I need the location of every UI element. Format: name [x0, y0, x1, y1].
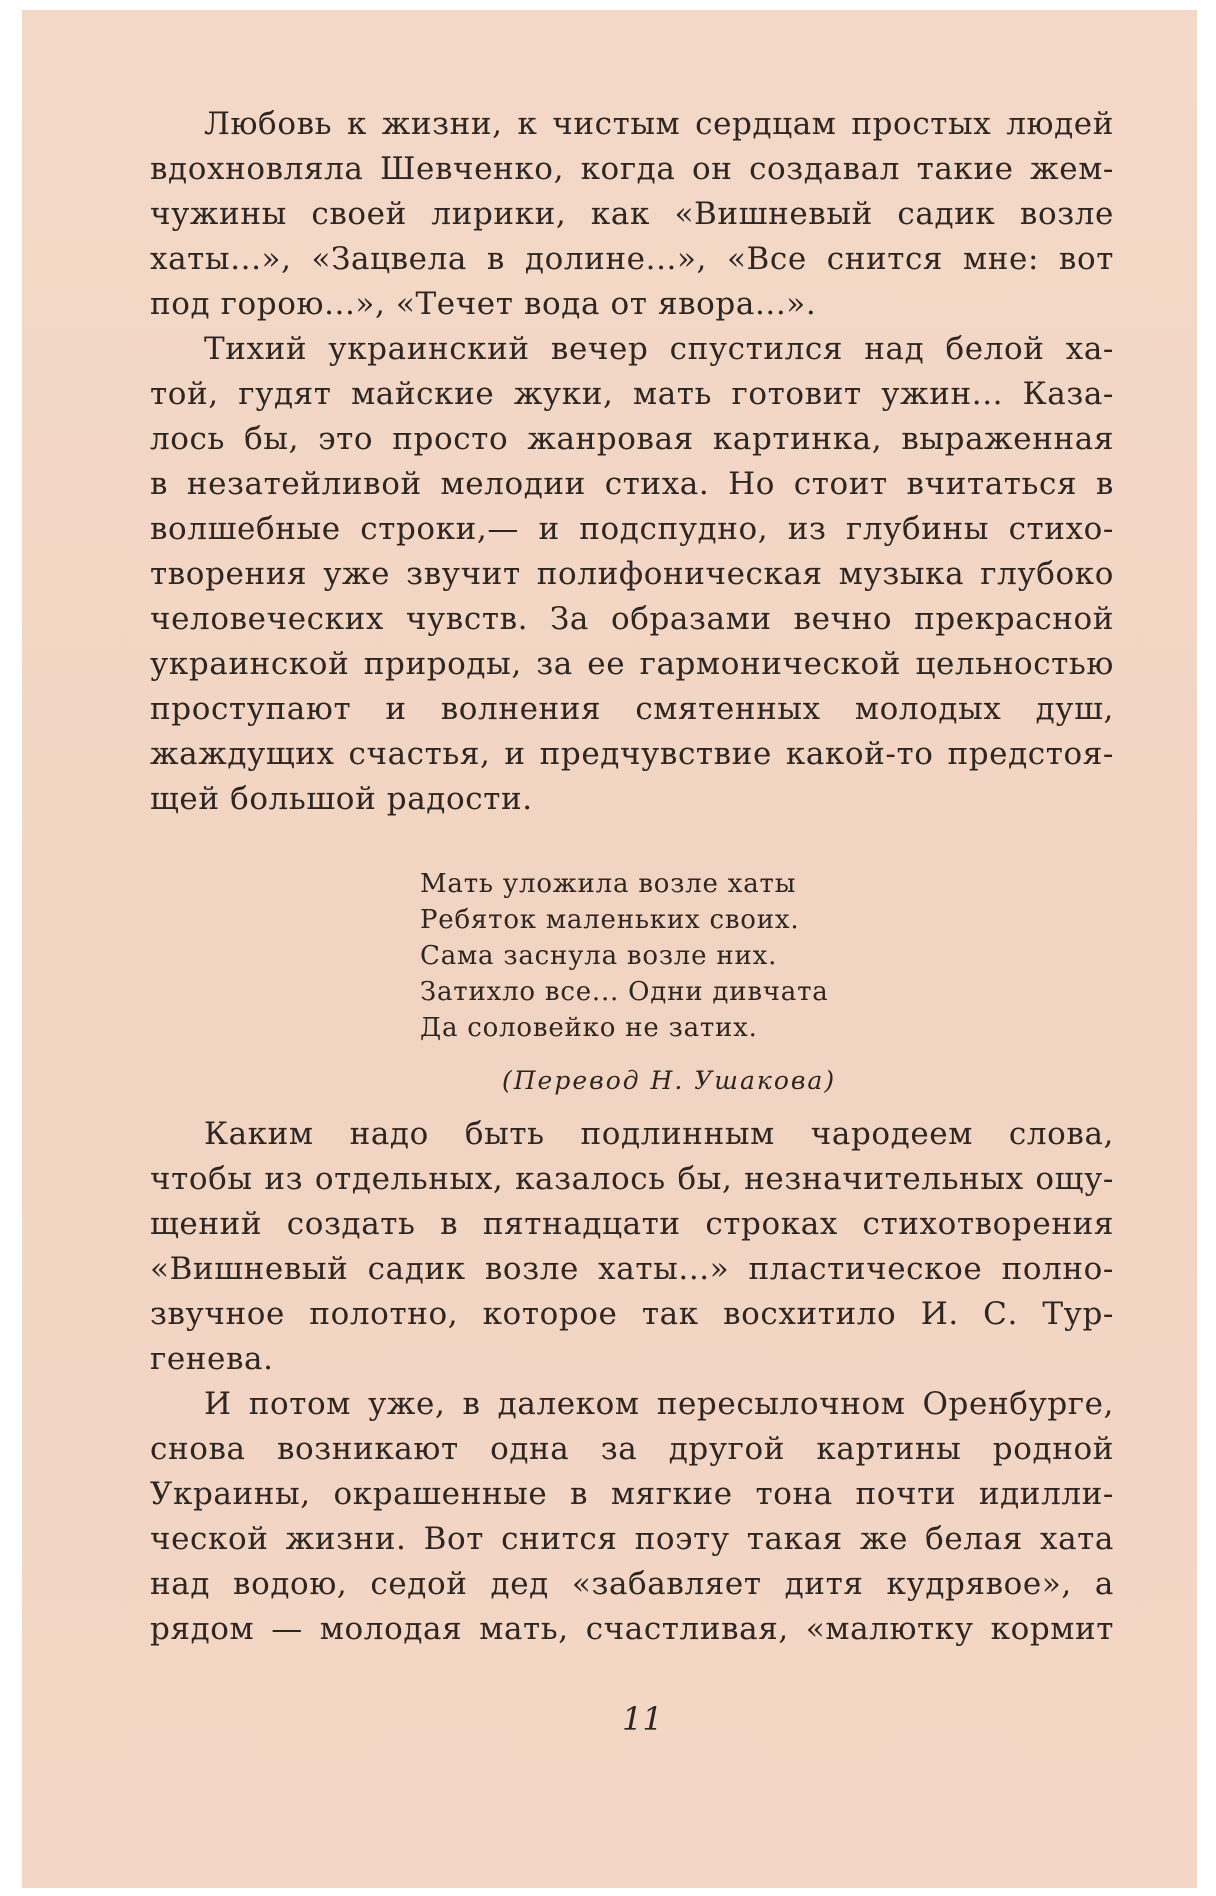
paragraph-line: вдохновляла Шевченко, когда он создавал такие жем-	[150, 151, 1114, 187]
verse-line: Сама заснула возле них.	[420, 941, 778, 971]
paragraph-line: И потом уже, в далеком пересылочном Оренбурге,	[204, 1386, 1114, 1422]
book-page	[22, 10, 1197, 1888]
paragraph-line: чтобы из отдельных, казалось бы, незначительных ощу-	[150, 1161, 1114, 1197]
paragraph-line: чужины своей лирики, как «Вишневый садик возле	[150, 196, 1114, 232]
verse-line: Ребяток маленьких своих.	[420, 905, 800, 935]
paragraph-line: над водою, седой дед «забавляет дитя кудрявое», а	[150, 1566, 1114, 1602]
paragraph-line: творения уже звучит полифоническая музыка глубоко	[150, 556, 1114, 592]
paragraph-line: Любовь к жизни, к чистым сердцам простых людей	[204, 106, 1114, 142]
paragraph-line: «Вишневый садик возле хаты...» пластическое полно-	[150, 1251, 1114, 1287]
paragraph-line: проступают и волнения смятенных молодых душ,	[150, 691, 1114, 727]
prose-block-top	[150, 102, 1114, 822]
paragraph-line: Тихий украинский вечер спустился над белой ха-	[204, 331, 1114, 367]
paragraph-line: снова возникают одна за другой картины родной	[150, 1431, 1114, 1467]
paragraph-line: жаждущих счастья, и предчувствие какой-то предстоя-	[150, 736, 1114, 772]
paragraph-line: звучное полотно, которое так восхитило И. С. Тур-	[150, 1296, 1114, 1332]
paragraph-line: ческой жизни. Вот снится поэту такая же белая хата	[150, 1521, 1114, 1557]
page-number: 11	[622, 1700, 663, 1738]
verse-line: Затихло все... Одни дивчата	[420, 977, 829, 1007]
paragraph-line: той, гудят майские жуки, мать готовит ужин... Каза-	[150, 376, 1114, 412]
paragraph-line: лось бы, это просто жанровая картинка, выраженная	[150, 421, 1114, 457]
prose-block-bottom	[150, 1112, 1114, 1652]
poem-verse	[420, 866, 829, 1046]
paragraph-line: волшебные строки,— и подспудно, из глубины стихо-	[150, 511, 1114, 547]
paragraph-line: Каким надо быть подлинным чародеем слова,	[204, 1116, 1114, 1152]
verse-line: Мать уложила возле хаты	[420, 869, 797, 899]
paragraph-line: генева.	[150, 1341, 274, 1377]
paragraph-line: в незатейливой мелодии стиха. Но стоит вчитаться в	[150, 466, 1114, 502]
paragraph-line: хаты...», «Зацвела в долине...», «Все снится мне: вот	[150, 241, 1114, 277]
paragraph-line: под горою...», «Течет вода от явора...».	[150, 286, 817, 322]
translation-attribution: (Перевод Н. Ушакова)	[502, 1066, 837, 1095]
paragraph-line: щей большой радости.	[150, 781, 533, 817]
paragraph-line: украинской природы, за ее гармонической цельностью	[150, 646, 1114, 682]
paragraph-line: рядом — молодая мать, счастливая, «малютку кормит	[150, 1611, 1114, 1647]
paragraph-line: щений создать в пятнадцати строках стихотворения	[150, 1206, 1114, 1242]
verse-line: Да соловейко не затих.	[420, 1013, 758, 1043]
paragraph-line: человеческих чувств. За образами вечно прекрасной	[150, 601, 1114, 637]
paragraph-line: Украины, окрашенные в мягкие тона почти идилли-	[150, 1476, 1114, 1512]
